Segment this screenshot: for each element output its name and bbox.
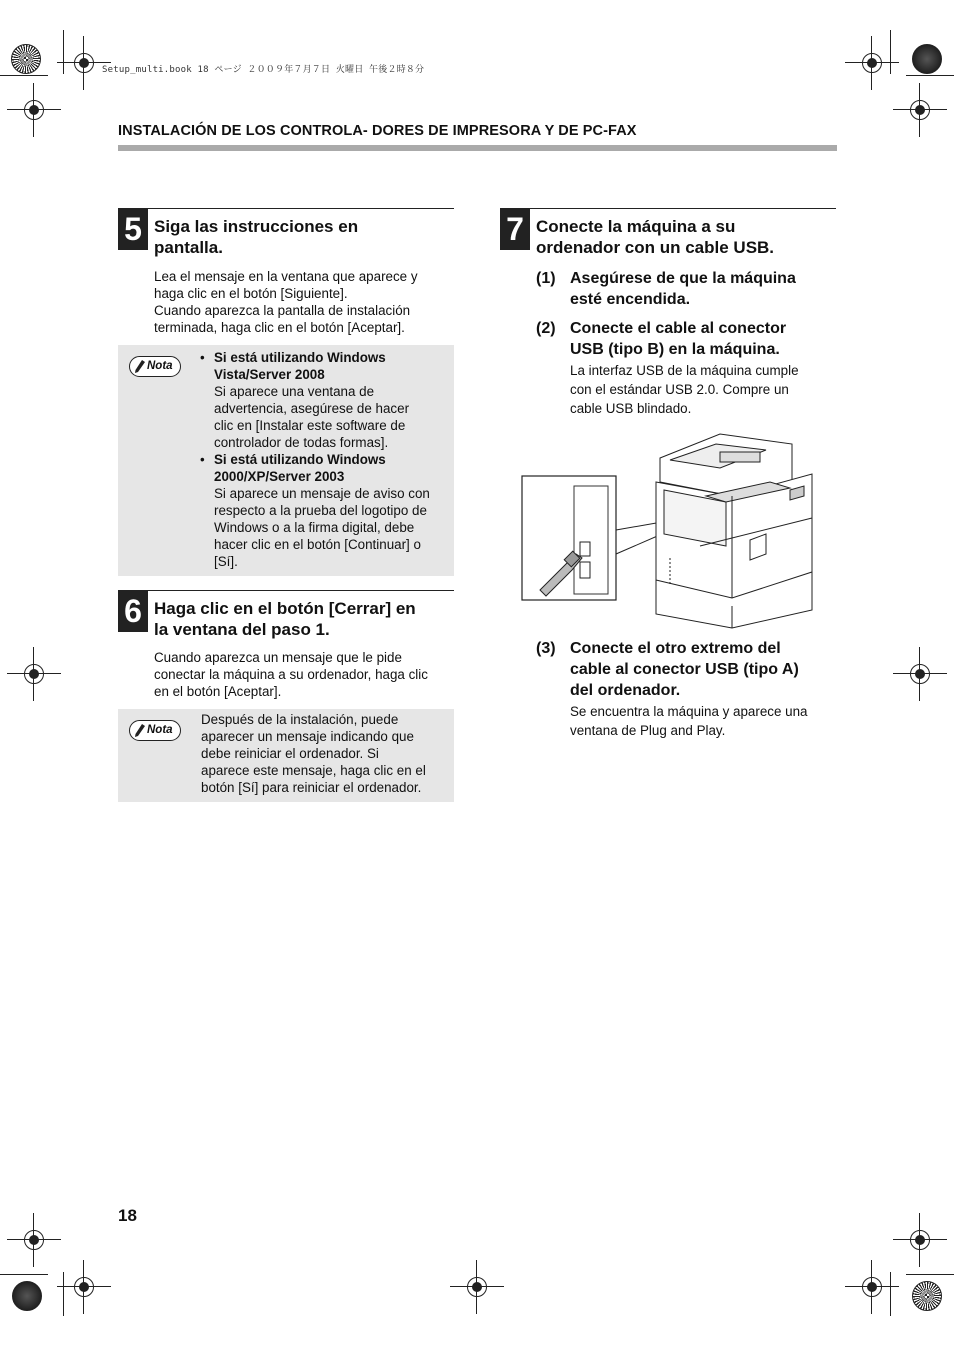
step-title: Haga clic en el botón [Cerrar] en la ventana del paso 1. — [154, 599, 416, 639]
color-bar-rosette-icon — [11, 44, 41, 74]
crop-mark — [0, 75, 48, 76]
header-rule — [118, 145, 837, 151]
note-content: Después de la instalación, puede aparecer un mensaje indicando que debe reiniciar el ordenador. Si aparece este mensaje, haga clic en el botón [Sí] para reiniciar el ordenador. — [201, 712, 426, 795]
color-bar-rosette-icon — [912, 1281, 942, 1311]
pencil-icon — [135, 360, 145, 373]
registration-mark-icon — [907, 1227, 933, 1253]
registration-mark-icon — [71, 50, 97, 76]
step-body: Cuando aparezca un mensaje que le pide conectar la máquina a su ordenador, haga clic en el botón [Aceptar]. — [154, 650, 428, 699]
crop-mark — [890, 30, 891, 74]
registration-mark-icon — [859, 50, 885, 76]
crop-mark — [63, 30, 64, 74]
note-box — [118, 709, 454, 802]
printer-machine-icon — [656, 434, 812, 628]
usb-connection-illustration — [520, 430, 816, 630]
step-number-badge: 7 — [500, 208, 530, 250]
registration-mark-icon — [859, 1274, 885, 1300]
crop-mark — [63, 1272, 64, 1316]
registration-mark-icon — [907, 97, 933, 123]
sub-step-3: (3) Conecte el otro extremo del cable al conector USB (tipo A) del ordenador. — [536, 640, 799, 699]
nota-badge: Nota — [129, 720, 181, 741]
step-title: Conecte la máquina a su ordenador con un cable USB. — [536, 217, 775, 257]
crop-mark — [0, 1274, 48, 1275]
crop-mark — [890, 1272, 891, 1316]
step-rule — [118, 590, 454, 591]
sub-step-2: (2) Conecte el cable al conector USB (tipo B) en la máquina. — [536, 320, 787, 358]
sub-step-1: (1) Asegúrese de que la máquina esté encendida. — [536, 270, 796, 308]
note-bullet: • Si está utilizando Windows 2000/XP/Server 2003 Si aparece un mensaje de aviso con respecto a la prueba del logotipo de Windows o a la firma digital, debe hacer clic en el botón [Continuar] o [Sí]. — [200, 452, 430, 569]
page-header-title: INSTALACIÓN DE LOS CONTROLA- DORES DE IMPRESORA Y DE PC-FAX — [118, 123, 637, 139]
registration-mark-icon — [907, 661, 933, 687]
page-number: 18 — [118, 1206, 137, 1225]
registration-mark-icon — [21, 97, 47, 123]
step-title: Siga las instrucciones en pantalla. — [154, 217, 359, 257]
sub-step-body: Se encuentra la máquina y aparece una ventana de Plug and Play. — [570, 704, 808, 738]
registration-mark-icon — [71, 1274, 97, 1300]
step-rule — [500, 208, 836, 209]
crop-mark — [906, 1274, 954, 1275]
step-number-badge: 5 — [118, 208, 148, 250]
crop-mark — [906, 75, 954, 76]
step-body: Lea el mensaje en la ventana que aparece y haga clic en el botón [Siguiente]. Cuando aparezca la pantalla de instalación terminada, haga clic en el botón [Aceptar]. — [154, 269, 418, 335]
file-stamp: Setup_multi.book 18 ページ ２００９年７月７日 火曜日 午後２時８分 — [102, 65, 425, 75]
pencil-icon — [135, 724, 145, 737]
registration-mark-icon — [21, 661, 47, 687]
registration-mark-icon — [21, 1227, 47, 1253]
note-content — [200, 349, 450, 570]
registration-mark-icon — [464, 1274, 490, 1300]
step-rule — [118, 208, 454, 209]
note-bullet: • Si está utilizando Windows Vista/Server 2008 Si aparece una ventana de advertencia, asegúrese de hacer clic en [Instalar este software de controlador de todas formas]. — [200, 350, 410, 450]
nota-badge: Nota — [129, 356, 181, 377]
color-bar-rosette-icon — [912, 44, 942, 74]
color-bar-rosette-icon — [12, 1281, 42, 1311]
note-box — [118, 345, 454, 576]
usb-port-inset — [522, 476, 616, 600]
sub-step-body: La interfaz USB de la máquina cumple con el estándar USB 2.0. Compre un cable USB blindado. — [570, 363, 799, 416]
step-number-badge: 6 — [118, 590, 148, 632]
